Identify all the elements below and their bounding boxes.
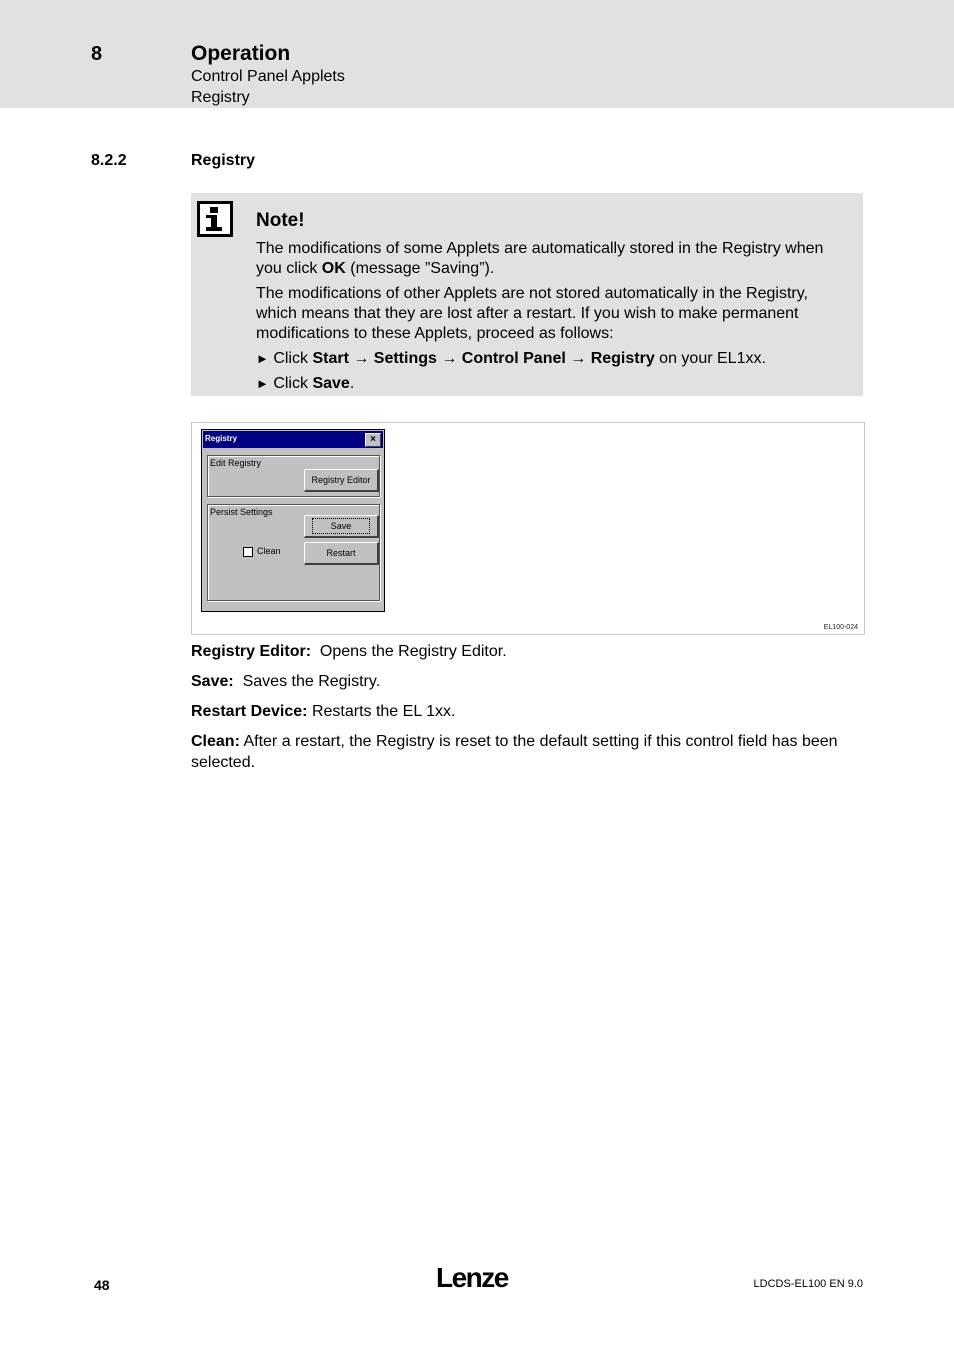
persist-settings-group xyxy=(207,504,380,601)
dialog-title-bar[interactable] xyxy=(203,431,383,448)
close-icon[interactable]: × xyxy=(365,433,381,447)
lenze-logo: Lenze xyxy=(436,1262,508,1293)
section-title: Registry xyxy=(191,152,256,169)
edit-registry-label: Edit Registry xyxy=(210,458,262,468)
persist-settings-label: Persist Settings xyxy=(210,507,273,517)
figure-code: EL100-024 xyxy=(823,624,858,631)
header-subtitle: Control Panel Applets xyxy=(191,68,345,85)
doc-code: LDCDS-EL100 EN 9.0 xyxy=(753,1278,863,1290)
figure xyxy=(191,422,865,635)
edit-registry-group xyxy=(207,455,380,497)
section-number: 8.2.2 xyxy=(91,152,127,169)
chapter-title: Operation xyxy=(191,42,291,65)
registry-dialog xyxy=(201,429,385,612)
desc-save: Save: Saves the Registry. xyxy=(191,673,381,690)
note-paragraph-1: The modifications of some Applets are automatically stored in the Registry when you click OK (message ”Saving”). xyxy=(256,240,824,277)
dialog-title: Registry xyxy=(205,434,238,443)
clean-checkbox[interactable] xyxy=(243,547,253,557)
note-paragraph-2: The modifications of other Applets are not stored automatically in the Registry, which means that they are lost after a restart. If you wish to make permanent modifications to these Applets, proceed as follows: xyxy=(256,285,808,342)
note-body xyxy=(256,239,846,399)
note-box xyxy=(191,193,863,396)
desc-restart-device: Restart Device: Restarts the EL 1xx. xyxy=(191,703,456,720)
note-step-2: ► Click Save. xyxy=(256,375,355,392)
chapter-number: 8 xyxy=(91,43,103,65)
header-subtitle-2: Registry xyxy=(191,89,250,106)
desc-clean: Clean: After a restart, the Registry is reset to the default setting if this control field has been selected. xyxy=(191,733,838,771)
note-title: Note! xyxy=(256,210,305,231)
header-band xyxy=(0,0,954,108)
registry-editor-button[interactable]: Registry Editor xyxy=(304,469,379,492)
clean-label: Clean xyxy=(257,546,281,556)
note-step-1: ► Click Start → Settings → Control Panel → Registry on your EL1xx. xyxy=(256,350,766,367)
save-button[interactable]: Save xyxy=(304,515,379,538)
restart-button[interactable]: Restart xyxy=(304,542,379,565)
page-number: 48 xyxy=(94,1277,110,1293)
info-icon xyxy=(197,201,233,237)
desc-registry-editor: Registry Editor: Opens the Registry Editor. xyxy=(191,643,507,660)
